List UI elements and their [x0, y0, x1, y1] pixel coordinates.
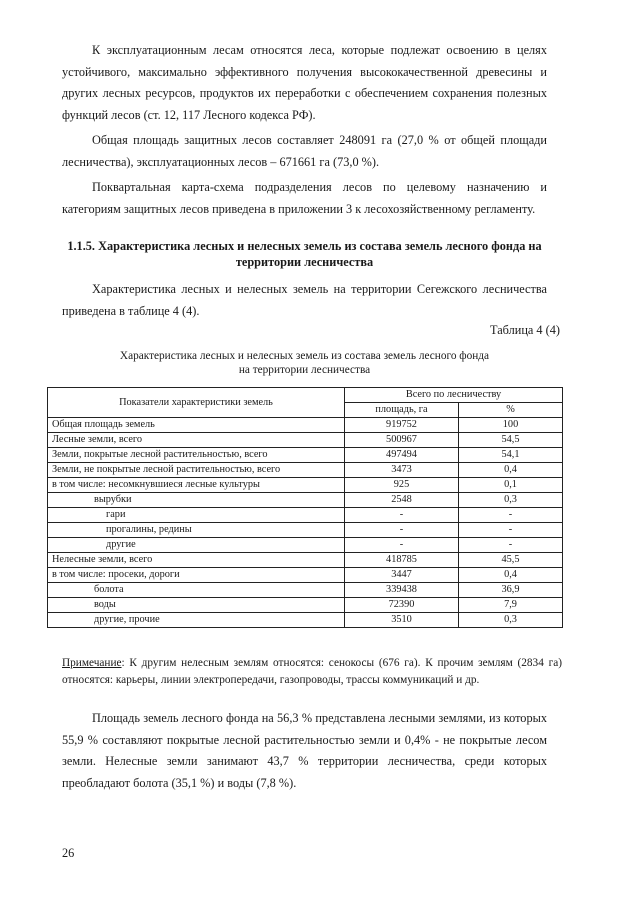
row-percent: 0,3	[459, 493, 563, 508]
paragraph-map-reference: Поквартальная карта-схема подразделения лесов по целевому назначению и категориям защитных лесов приведена в приложении 3 к лесохозяйственному регламенту.	[62, 180, 547, 216]
row-area: -	[345, 538, 459, 553]
table-row	[48, 478, 563, 493]
row-percent: 36,9	[459, 583, 563, 598]
row-percent: 100	[459, 418, 563, 433]
row-percent: 0,4	[459, 568, 563, 583]
land-characteristics-table	[47, 387, 563, 628]
row-area: 339438	[345, 583, 459, 598]
table-row	[48, 613, 563, 628]
header-percent: %	[459, 403, 563, 418]
row-percent: 0,1	[459, 478, 563, 493]
row-label: другие, прочие	[48, 613, 345, 628]
row-label: в том числе: несомкнувшиеся лесные культуры	[48, 478, 345, 493]
table-row	[48, 523, 563, 538]
row-label: Нелесные земли, всего	[48, 553, 345, 568]
row-label: воды	[48, 598, 345, 613]
paragraph-protective-area: Общая площадь защитных лесов составляет 248091 га (27,0 % от общей площади лесничества), эксплуатационных лесов – 671661 га (73,0 %).	[62, 133, 547, 169]
row-label: Земли, не покрытые лесной растительностью, всего	[48, 463, 345, 478]
row-percent: 54,5	[459, 433, 563, 448]
header-total: Всего по лесничеству	[345, 388, 563, 403]
row-percent: 0,3	[459, 613, 563, 628]
row-label: Лесные земли, всего	[48, 433, 345, 448]
row-percent: 54,1	[459, 448, 563, 463]
row-area: 3447	[345, 568, 459, 583]
note-prefix: Примечание	[62, 657, 122, 669]
row-label: прогалины, редины	[48, 523, 345, 538]
row-area: 925	[345, 478, 459, 493]
table-row	[48, 448, 563, 463]
row-label: Общая площадь земель	[48, 418, 345, 433]
table-row	[48, 433, 563, 448]
table-row	[48, 493, 563, 508]
paragraph-exploitation-forests: К эксплуатационным лесам относятся леса, которые подлежат освоению в целях устойчивого, максимально эффективного получения высококачественной древесины и других лесных ресурсов, продуктов их переработки с обеспечением сохранения полезных функций лесов (ст. 12, 117 Лесного кодекса РФ).	[62, 43, 547, 122]
section-heading: 1.1.5. Характеристика лесных и нелесных земель из состава земель лесного фонда на территории лесничества	[67, 239, 542, 269]
table-row	[48, 418, 563, 433]
row-area: 2548	[345, 493, 459, 508]
table-row	[48, 583, 563, 598]
table-row	[48, 508, 563, 523]
row-area: 72390	[345, 598, 459, 613]
row-percent: 45,5	[459, 553, 563, 568]
row-area: 919752	[345, 418, 459, 433]
row-percent: 7,9	[459, 598, 563, 613]
row-label: болота	[48, 583, 345, 598]
row-area: -	[345, 523, 459, 538]
table-row	[48, 463, 563, 478]
header-indicator: Показатели характеристики земель	[48, 388, 345, 418]
header-area: площадь, га	[345, 403, 459, 418]
page-number: 26	[62, 846, 75, 860]
row-percent: -	[459, 538, 563, 553]
row-percent: -	[459, 523, 563, 538]
row-label: вырубки	[48, 493, 345, 508]
table-row	[48, 568, 563, 583]
row-label: в том числе: просеки, дороги	[48, 568, 345, 583]
table-caption-line2: на территории лесничества	[238, 364, 371, 376]
table-caption-line1: Характеристика лесных и нелесных земель из состава земель лесного фонда	[119, 350, 490, 362]
note-text: : К другим нелесным землям относятся: сенокосы (676 га). К прочим землям (2834 га) относятся: карьеры, линии электропередачи, газопроводы, трассы коммуникаций и др.	[62, 657, 562, 686]
row-label: гари	[48, 508, 345, 523]
row-area: 3473	[345, 463, 459, 478]
table-caption	[62, 349, 547, 377]
table-row	[48, 598, 563, 613]
table-label: Таблица 4 (4)	[489, 323, 560, 337]
row-area: 497494	[345, 448, 459, 463]
table-row	[48, 553, 563, 568]
paragraph-summary: Площадь земель лесного фонда на 56,3 % представлена лесными землями, из которых 55,9 % составляют покрытые лесной растительностью земли и 0,4% - не покрытые лесом земли. Нелесные земли занимают 43,7 % территории лесничества, среди которых преобладают болота (35,1 %) и воды (7,8 %).	[62, 711, 547, 790]
row-area: 500967	[345, 433, 459, 448]
table-note	[62, 655, 562, 689]
row-area: -	[345, 508, 459, 523]
row-label: Земли, покрытые лесной растительностью, всего	[48, 448, 345, 463]
row-percent: -	[459, 508, 563, 523]
row-area: 3510	[345, 613, 459, 628]
paragraph-table-intro: Характеристика лесных и нелесных земель на территории Сегежского лесничества приведена в таблице 4 (4).	[62, 282, 547, 318]
row-area: 418785	[345, 553, 459, 568]
table-row	[48, 538, 563, 553]
row-percent: 0,4	[459, 463, 563, 478]
row-label: другие	[48, 538, 345, 553]
